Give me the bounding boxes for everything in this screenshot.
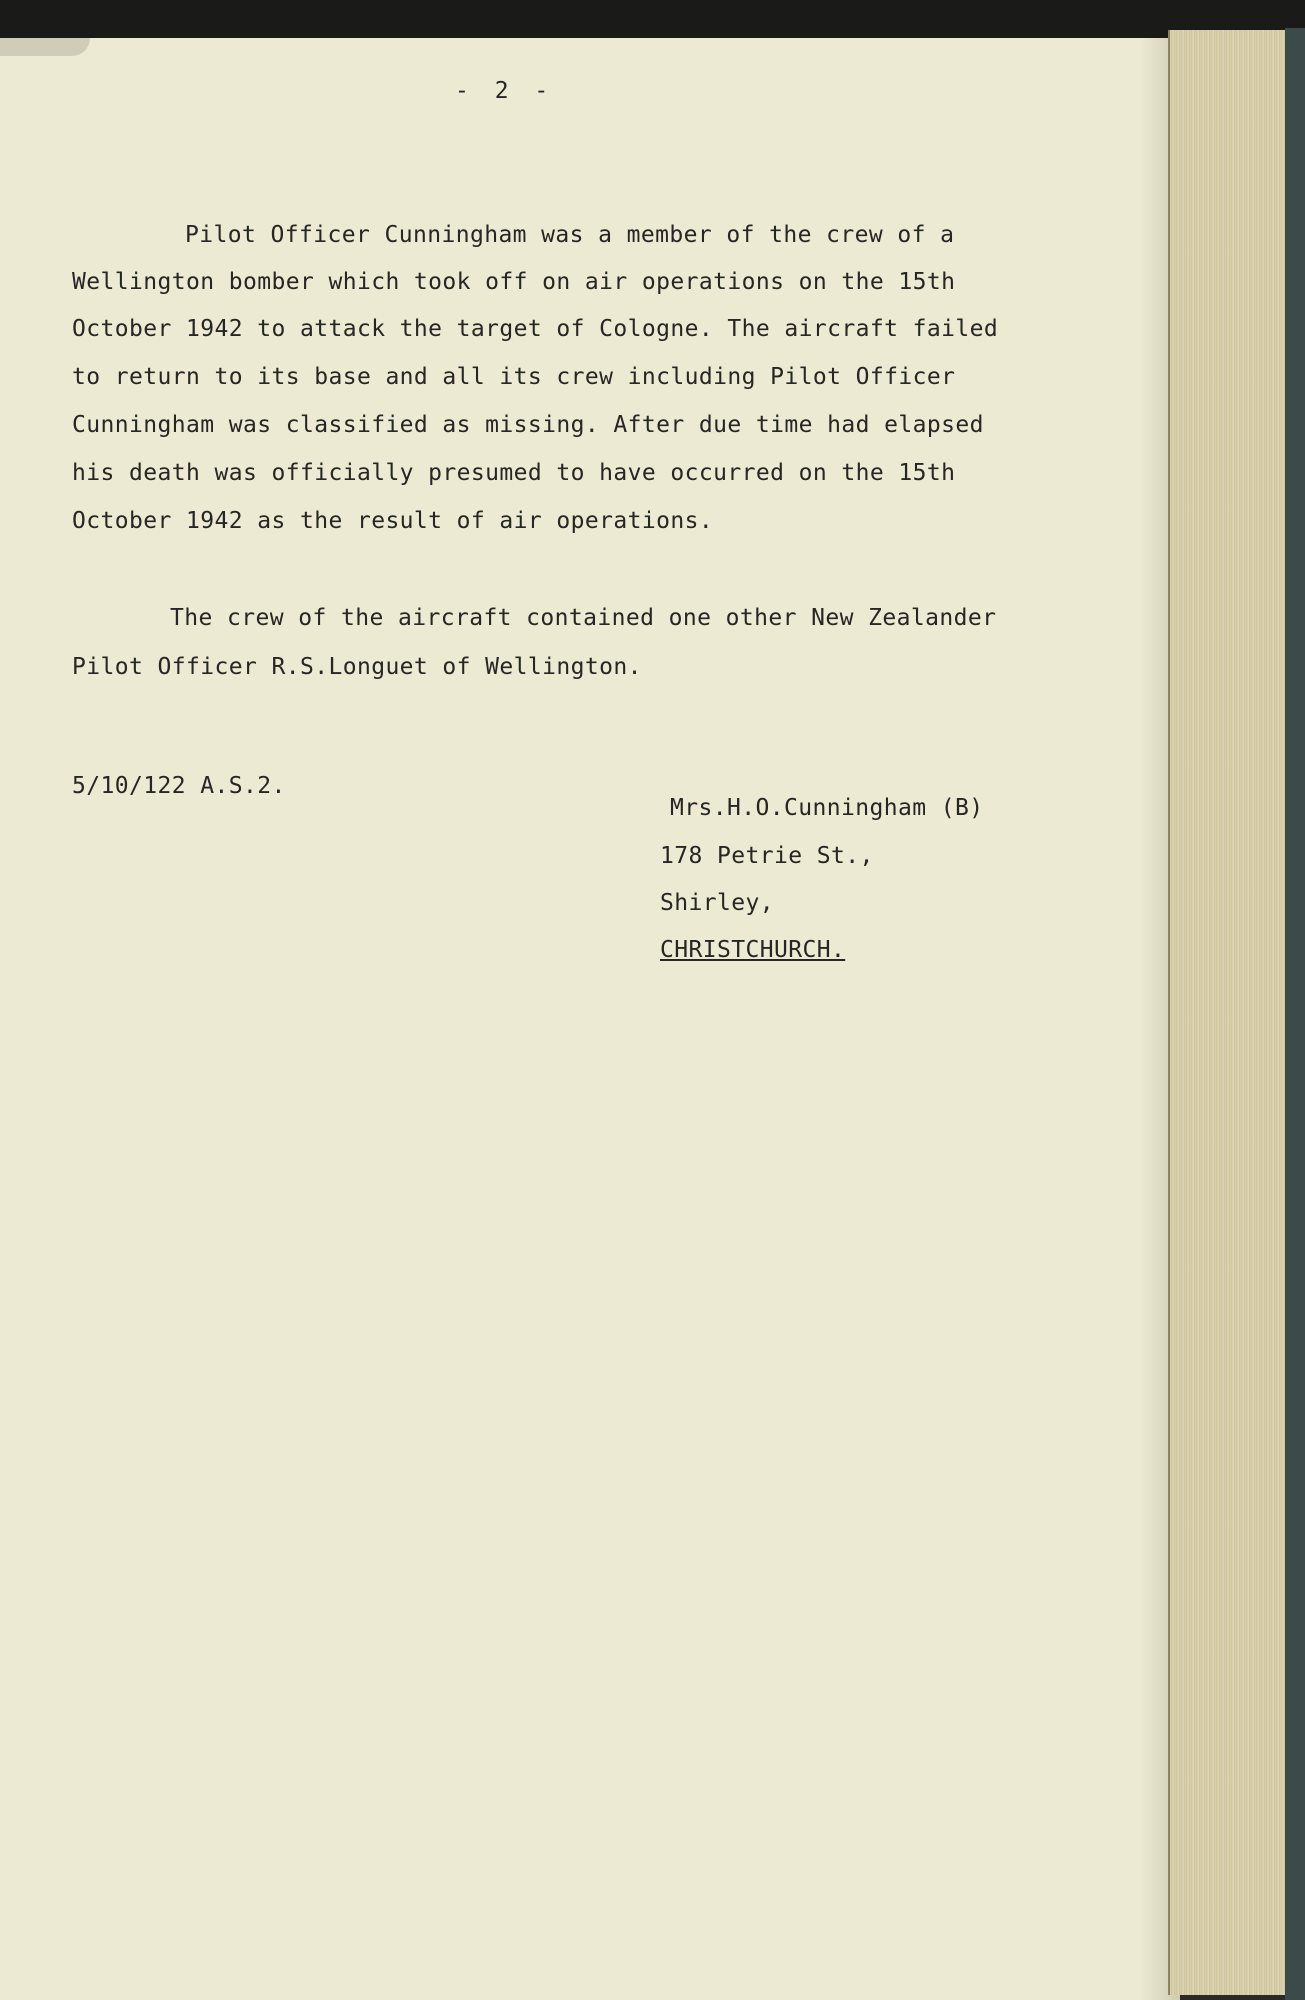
scan-top-band	[0, 0, 1305, 38]
page-number: - 2 -	[455, 78, 555, 104]
paragraph-line: The crew of the aircraft contained one other New Zealander	[170, 605, 997, 631]
address-city: CHRISTCHURCH.	[660, 937, 846, 963]
paragraph-line: Wellington bomber which took off on air operations on the 15th	[72, 269, 956, 295]
addressee-name: Mrs.H.O.Cunningham (B)	[670, 795, 984, 821]
paragraph-line: October 1942 as the result of air operations.	[72, 508, 714, 534]
address-street: 178 Petrie St.,	[660, 843, 874, 869]
file-reference: 5/10/122 A.S.2.	[72, 773, 286, 799]
paragraph-line: to return to its base and all its crew including Pilot Officer	[72, 364, 956, 390]
book-cover-edge	[1285, 28, 1305, 2000]
page-corner	[0, 38, 90, 56]
address-suburb: Shirley,	[660, 890, 774, 916]
paragraph-line: his death was officially presumed to have occurred on the 15th	[72, 460, 956, 486]
book-page-edges	[1168, 30, 1290, 1995]
paragraph-line: October 1942 to attack the target of Cologne. The aircraft failed	[72, 316, 999, 342]
paragraph-line: Pilot Officer Cunningham was a member of the crew of a	[185, 222, 955, 248]
paragraph-line: Cunningham was classified as missing. After due time had elapsed	[72, 412, 984, 438]
paragraph-line: Pilot Officer R.S.Longuet of Wellington.	[72, 654, 642, 680]
